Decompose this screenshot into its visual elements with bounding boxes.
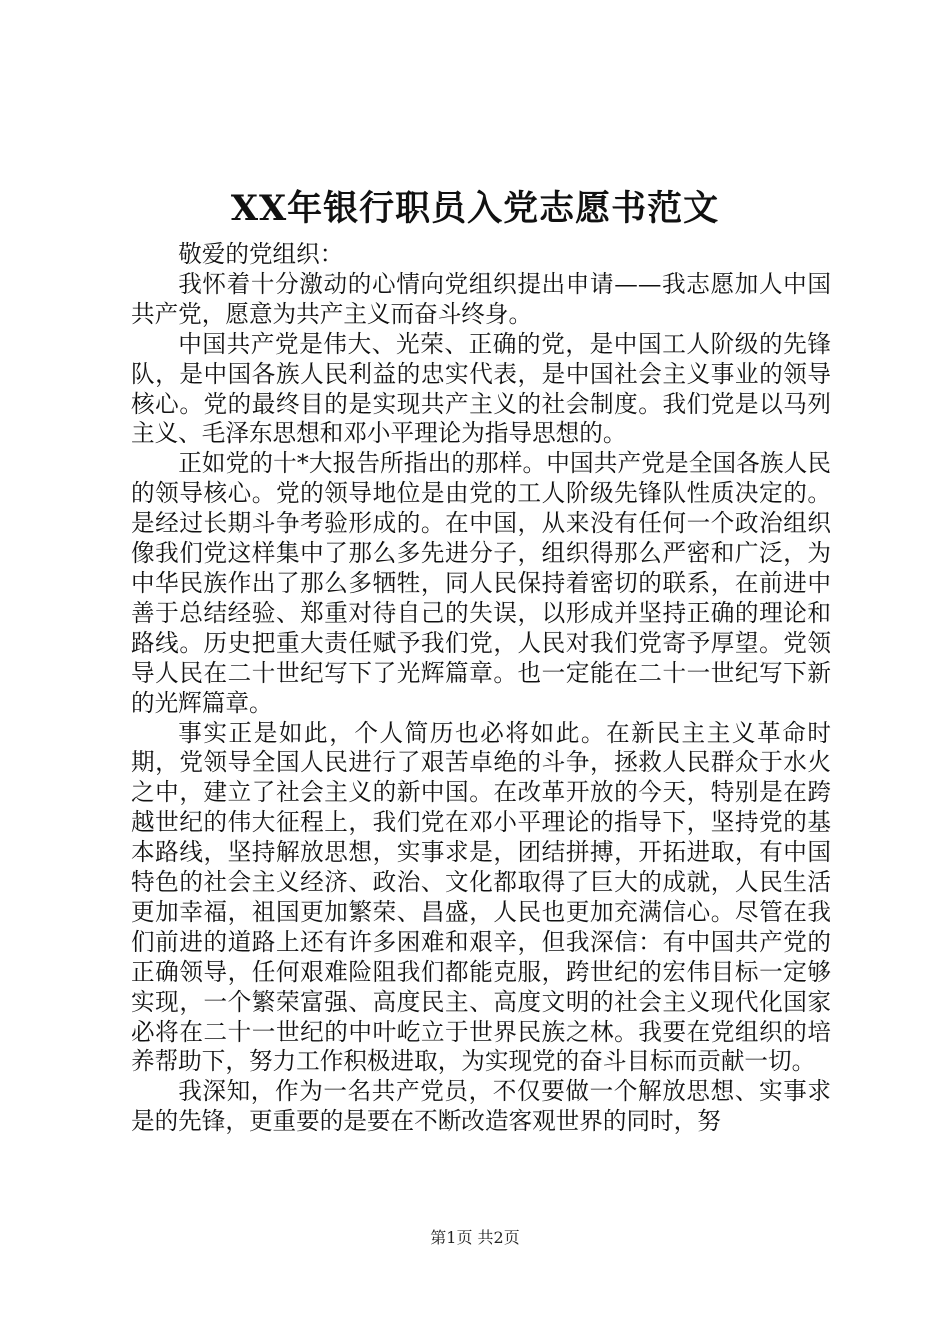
body-paragraph: 正如党的十*大报告所指出的那样。中国共产党是全国各族人民的领导核心。党的领导地位是由党的工人阶级先锋队性质决定的。是经过长期斗争考验形成的。在中国，从来没有任何一个政治组织像我们党这样集中了那么多先进分子，组织得那么严密和广泛，为中华民族作出了那么多牺牲，同人民保持着密切的联系，在前进中善于总结经验、郑重对待自己的失误，以形成并坚持正确的理论和路线。历史把重大责任赋予我们党，人民对我们党寄予厚望。党领导人民在二十世纪写下了光辉篇章。也一定能在二十一世纪写下新的光辉篇章。 bbox=[131, 449, 831, 717]
body-paragraph: 我深知，作为一名共产党员，不仅要做一个解放思想、实事求是的先锋，更重要的是要在不断改造客观世界的同时，努 bbox=[131, 1077, 831, 1136]
document-body bbox=[131, 240, 831, 1137]
body-paragraph: 中国共产党是伟大、光荣、正确的党，是中国工人阶级的先锋队，是中国各族人民利益的忠实代表，是中国社会主义事业的领导核心。党的最终目的是实现共产主义的社会制度。我们党是以马列主义、毛泽东思想和邓小平理论为指导思想的。 bbox=[131, 329, 831, 448]
body-paragraph: 事实正是如此，个人简历也必将如此。在新民主主义革命时期，党领导全国人民进行了艰苦卓绝的斗争，拯救人民群众于水火之中，建立了社会主义的新中国。在改革开放的今天，特别是在跨越世纪的伟大征程上，我们党在邓小平理论的指导下，坚持党的基本路线，坚持解放思想，实事求是，团结拼搏，开拓进取，有中国特色的社会主义经济、政治、文化都取得了巨大的成就，人民生活更加幸福，祖国更加繁荣、昌盛，人民也更加充满信心。尽管在我们前进的道路上还有许多困难和艰辛，但我深信：有中国共产党的正确领导，任何艰难险阻我们都能克服，跨世纪的宏伟目标一定够实现，一个繁荣富强、高度民主、高度文明的社会主义现代化国家必将在二十一世纪的中叶屹立于世界民族之林。我要在党组织的培养帮助下，努力工作积极进取，为实现党的奋斗目标而贡献一切。 bbox=[131, 718, 831, 1076]
page-number-footer: 第1页 共2页 bbox=[430, 1228, 520, 1247]
body-paragraph: 我怀着十分激动的心情向党组织提出申请——我志愿加人中国共产党，愿意为共产主义而奋斗终身。 bbox=[131, 269, 831, 328]
salutation: 敬爱的党组织： bbox=[178, 240, 344, 268]
document-title: XX年银行职员入党志愿书范文 bbox=[230, 188, 720, 229]
